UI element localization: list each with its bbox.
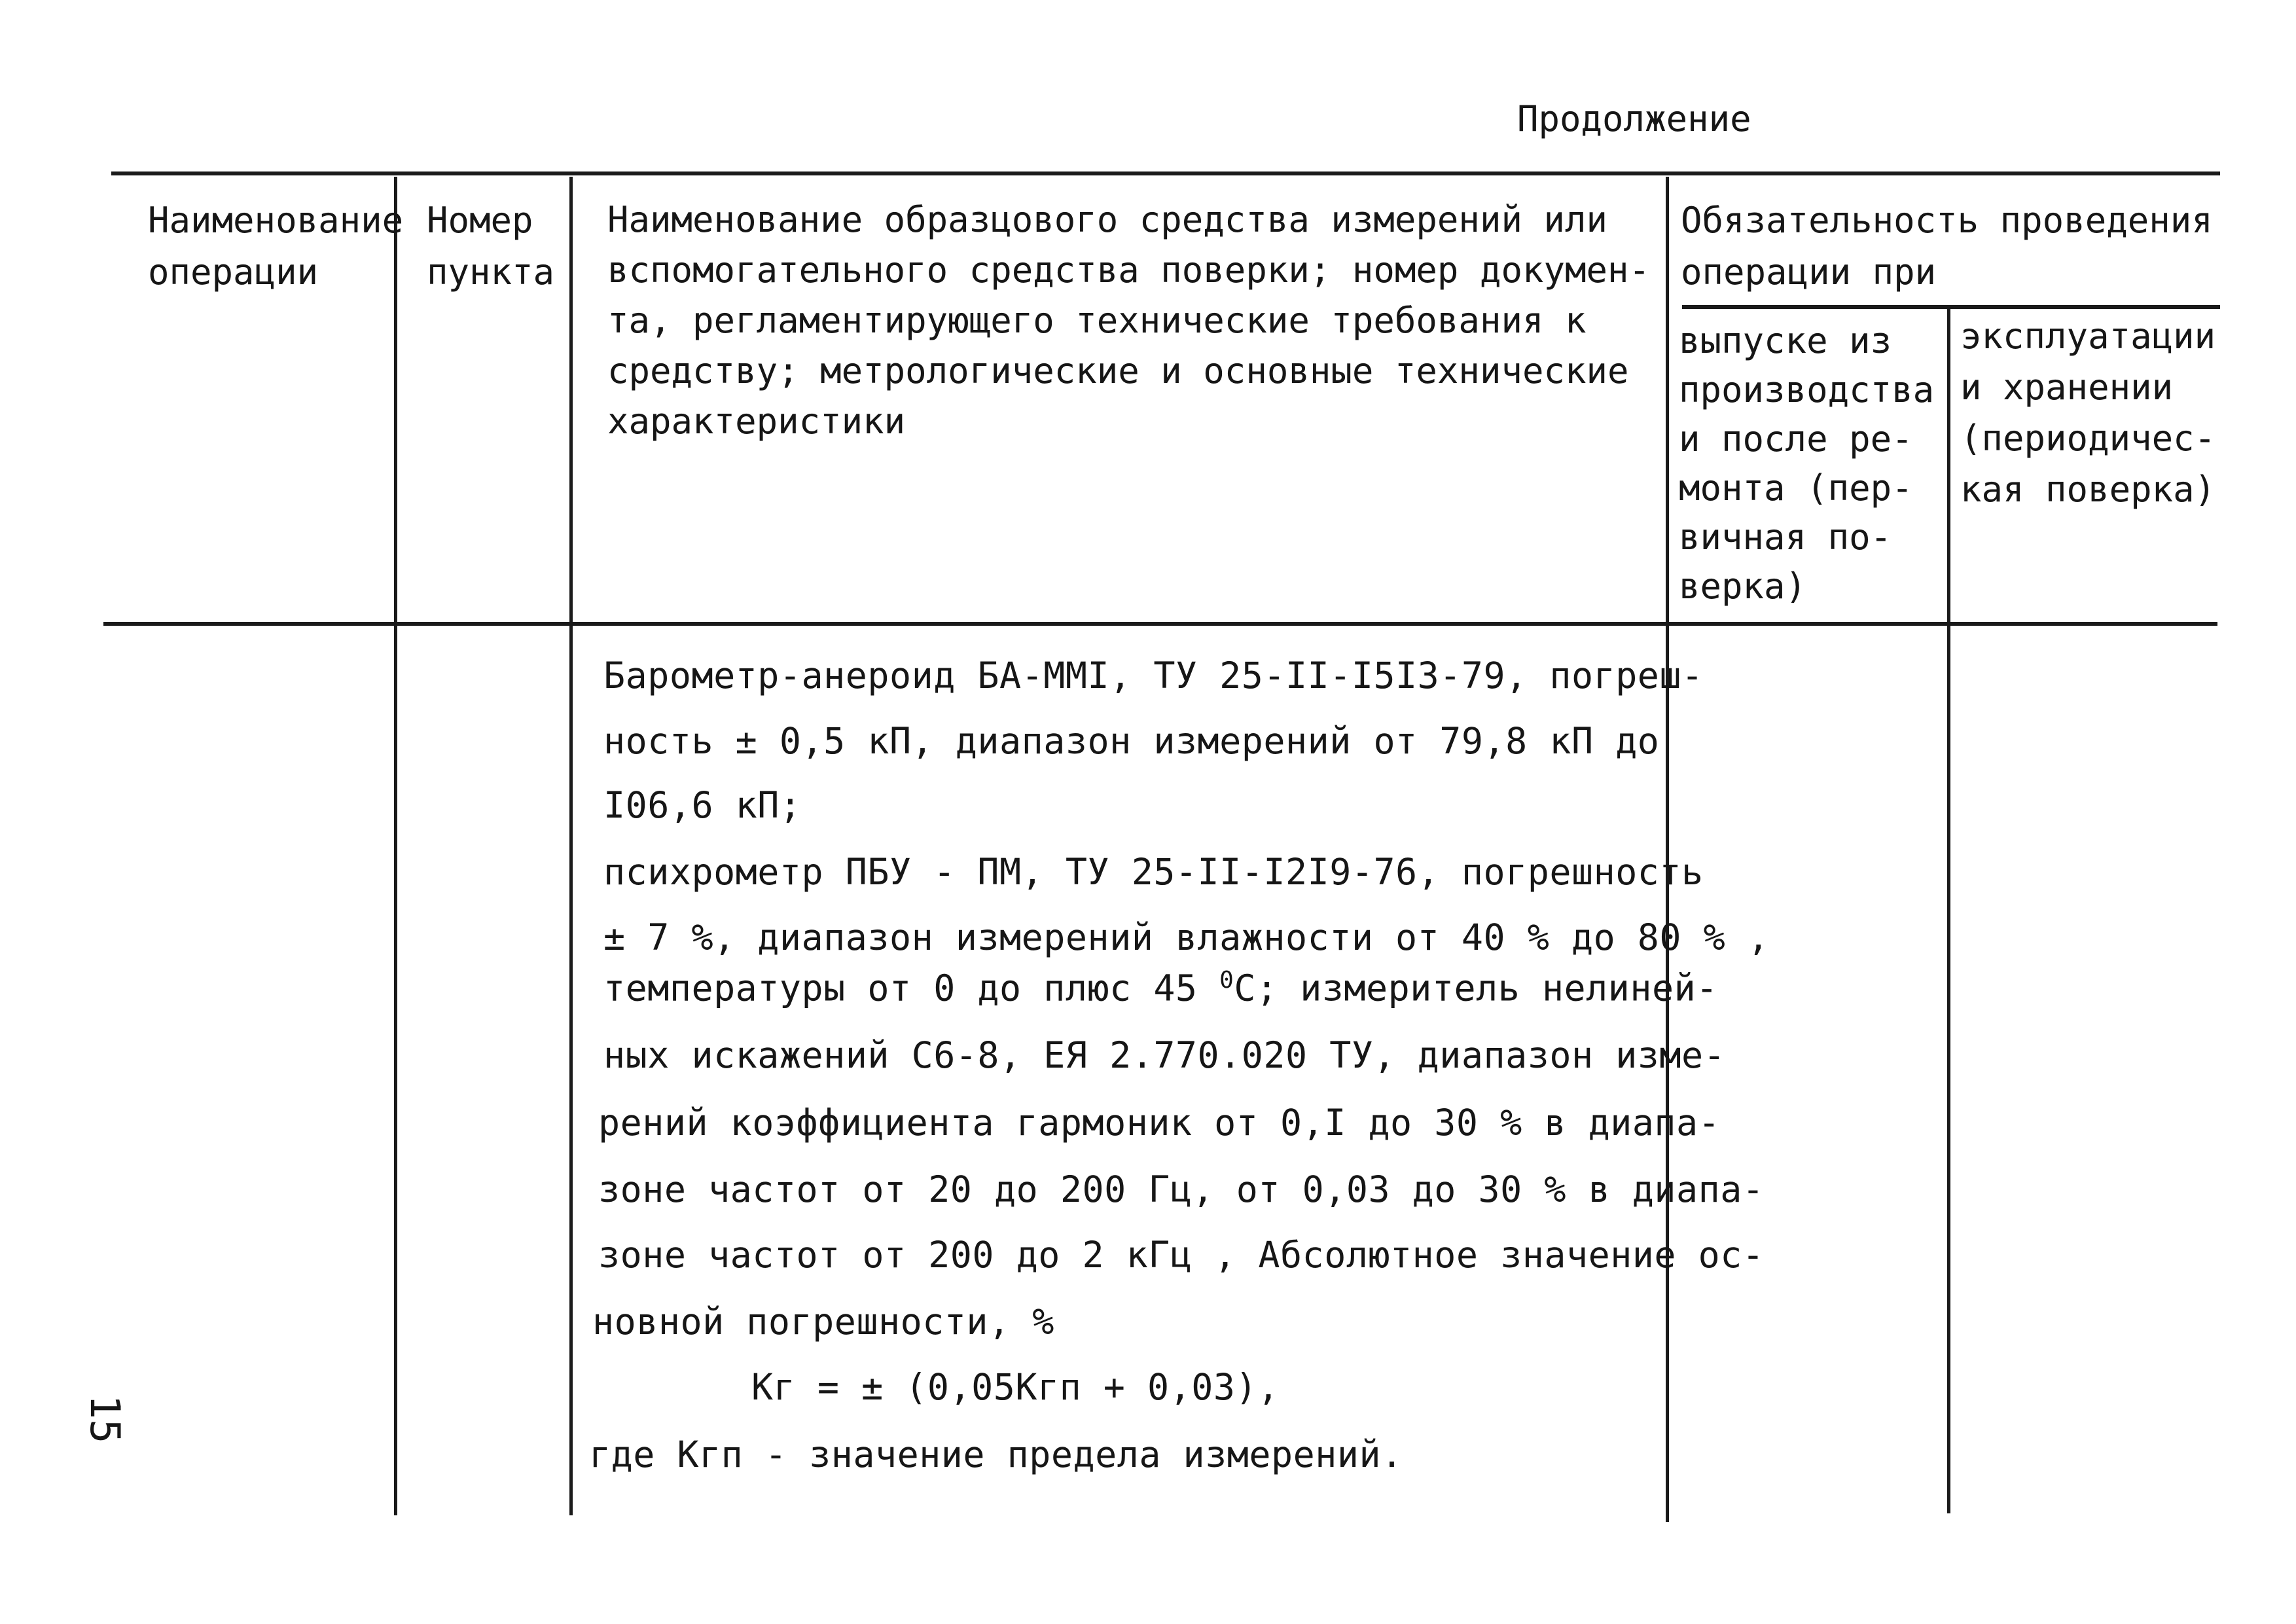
col-divider-3 <box>1666 177 1669 1522</box>
body-line-11: новной погрешности, % <box>592 1301 1054 1343</box>
body-line-5: ± 7 %, диапазон измерений влажности от 40 % до 80 % , <box>603 916 1770 958</box>
header-col-mandatory-group: Обязательность проведения операции при <box>1681 200 2213 293</box>
header-col-instrument-description: Наименование образцового средства измерений или вспомогательного средства поверки; номер докумен- та, регламентирующего технические требования к средству; метрологические и основные технические характеристики <box>607 199 1651 442</box>
col-divider-1 <box>394 177 397 1515</box>
page-number: 15 <box>81 1394 129 1444</box>
body-line-4: психрометр ПБУ - ПМ, ТУ 25-II-I2I9-76, погрешность <box>603 851 1704 893</box>
table-top-rule <box>111 171 2220 175</box>
col-divider-4 <box>1947 309 1950 1513</box>
body-line-6-text: температуры от 0 до плюс 45 <box>603 967 1220 1009</box>
header-col-item-number: Номер пункта <box>427 200 555 293</box>
body-line-2: ность ± 0,5 кП, диапазон измерений от 79,8 кП до <box>603 720 1660 762</box>
body-line-6 <box>603 967 1718 1009</box>
continuation-label: Продолжение <box>1517 98 1751 139</box>
body-line-3: I06,6 кП; <box>603 784 802 826</box>
col-divider-2 <box>569 177 573 1515</box>
body-line-13: где Кгп - значение предела измерений. <box>589 1434 1403 1475</box>
body-line-9: зоне частот от 20 до 200 Гц, от 0,03 до 30 % в диапа- <box>598 1168 1765 1210</box>
header-col-periodic-verification: эксплуатации и хранении (периодичес- кая поверка) <box>1960 316 2216 510</box>
formula-line: Кг = ± (0,05Кгп + 0,03), <box>751 1366 1280 1408</box>
header-col-operation-name: Наименование операции <box>148 200 404 293</box>
body-line-6-tail: С; измеритель нелиней- <box>1234 967 1718 1009</box>
body-line-8: рений коэффициента гармоник от 0,I до 30 % в диапа- <box>598 1102 1721 1144</box>
degree-mark: 0 <box>1219 967 1234 994</box>
header-col-release-verification: выпуске из производства и после ре- монта (пер- вичная по- верка) <box>1679 320 1935 607</box>
body-line-10: зоне частот от 200 до 2 кГц , Абсолютное значение ос- <box>598 1234 1765 1276</box>
body-line-7: ных искажений С6-8, ЕЯ 2.770.020 ТУ, диапазон изме- <box>603 1034 1726 1076</box>
header-bottom-rule <box>103 622 2217 626</box>
subheader-rule <box>1682 305 2220 309</box>
body-line-1: Барометр-анероид БА-ММI, ТУ 25-II-I5I3-79, погреш- <box>603 655 1704 696</box>
